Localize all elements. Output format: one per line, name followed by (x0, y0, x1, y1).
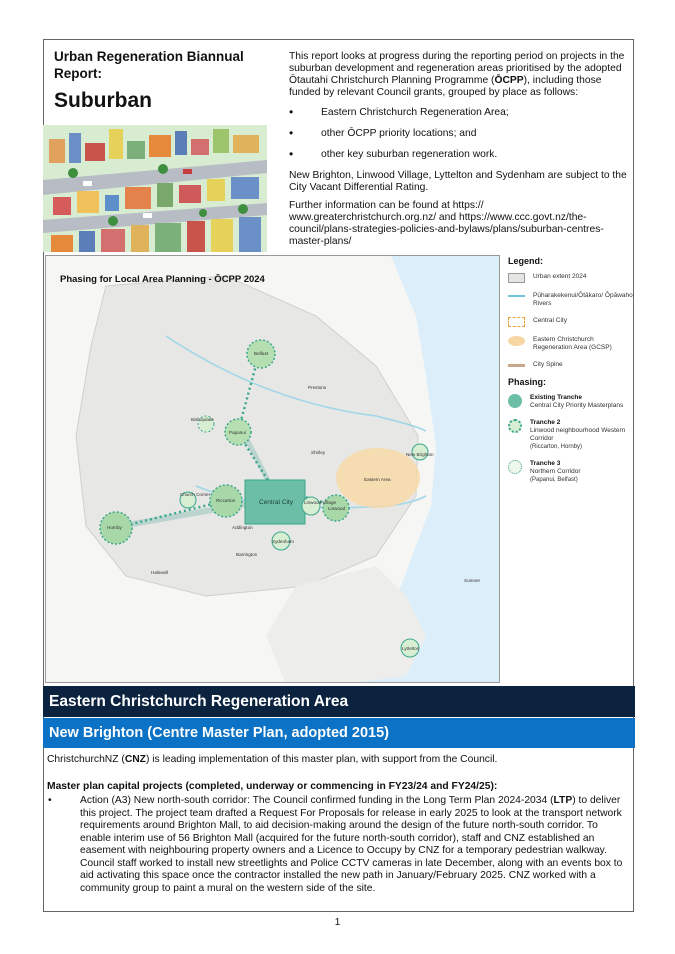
legend-item-eastern: Eastern Christchurch Regeneration Area (GCSP) (508, 336, 633, 352)
map-label-eastern-area: Eastern Area (364, 477, 391, 482)
list-item: • Eastern Christchurch Regeneration Area; (289, 107, 629, 119)
central-city-swatch (508, 317, 525, 327)
legend-item-tranche2: Tranche 2 Linwood neighbourhood Western Corridor (Riccarton, Hornby) (508, 419, 633, 451)
intro-bullet-list (289, 107, 629, 161)
legend-heading: Legend: (508, 256, 543, 266)
map-label-linwood-village: Linwood Village (304, 500, 337, 505)
map-label-addington: Addington (232, 525, 253, 530)
list-item: • other ŌCPP priority locations; and (289, 128, 629, 140)
map-legend (508, 255, 633, 493)
map-title: Phasing for Local Area Planning - ŌCPP 2024 (60, 274, 265, 285)
map-label-prestons: Prestons (308, 385, 327, 390)
tranche-3-swatch (508, 460, 522, 474)
river-swatch (508, 295, 525, 297)
legend-item-tranche3: Tranche 3 Northern Corridor (Papanui, Belfast) (508, 460, 633, 484)
spine-swatch (508, 364, 525, 367)
map-label-sydenham: Sydenham (272, 539, 294, 544)
map-label-bishopdale: Bishopdale (191, 417, 214, 422)
section-heading: Eastern Christchurch Regeneration Area (43, 686, 635, 717)
intro-text (289, 51, 629, 254)
map-label-shirley: Shirley (311, 450, 326, 455)
report-subtitle: Suburban (54, 89, 152, 112)
legend-item-urban: Urban extent 2024 (508, 273, 633, 283)
map-label-belfast: Belfast (254, 351, 269, 356)
map-label-central-city: Central City (259, 499, 293, 506)
lead-agency-paragraph: ChristchurchNZ (CNZ) is leading implementation of this master plan, with support from the Council. (47, 754, 498, 765)
page-number: 1 (334, 917, 341, 928)
subsection-heading: New Brighton (Centre Master Plan, adopted 2015) (43, 718, 635, 748)
eastern-area-swatch (508, 336, 525, 346)
legend-item-rivers: Pūharakekenui/Ōtākaro/ Ōpāwaho Rivers (508, 292, 633, 308)
vacant-differential-note: New Brighton, Linwood Village, Lyttelton and Sydenham are subject to the City Vacant Differential Rating. (289, 170, 627, 193)
map-label-hornby: Hornby (107, 525, 122, 530)
map-label-riccarton: Riccarton (216, 498, 236, 503)
intro-paragraph: This report looks at progress during the reporting period on projects in the suburban development and regeneration areas prioritised by the adopted Ōtautahi Christchurch Planning Programme (ŌCPP), including those funded by relevant Council grants, grouped by place as follows: (289, 51, 625, 98)
list-item: • other key suburban regeneration work. (289, 149, 629, 161)
existing-tranche-swatch (508, 394, 522, 408)
capital-projects-heading: Master plan capital projects (completed, underway or commencing in FY23/24 and FY24/25): (47, 780, 498, 792)
suburban-illustration (43, 125, 267, 252)
phasing-map (45, 255, 500, 683)
report-title: Urban Regeneration Biannual Report: (54, 49, 244, 81)
map-label-new-brighton: New Brighton (406, 452, 434, 457)
map-label-halswell: Halswell (151, 570, 169, 575)
map-label-barrington: Barrington (236, 552, 258, 557)
urban-swatch (508, 273, 525, 283)
list-item: • Action (A3) New north-south corridor: The Council confirmed funding in the Long Term Plan 2024-2034 (LTP) to deliver this project. The project team drafted a Request For Proposals for release in early 2025 to look at the transport network requirements around Brighton Mall, to aid decision-making around the design of the future north-south corridor. To enable interim use of 56 Brighton Mall (acquired for the future north-south corridor), staff and CNZ established an easement with neighbouring property owners and a Licence to Occupy by CNZ for a temporary pedestrian walkway. Council staff worked to install new streetlights and Police CCTV cameras in late December, along with an events box to aid activating this space once the contractor installed the new path in January/February 2025. CNZ worked with a community group to paint a mural on the western side of the site. (47, 795, 631, 895)
section-body (47, 754, 631, 895)
legend-item-central: Central City (508, 317, 633, 327)
map-label-papanui: Papanui (229, 430, 246, 435)
map-label-church-corner: Church Corner (180, 492, 211, 497)
phasing-heading: Phasing: (508, 377, 547, 387)
map-label-lyttelton: Lyttelton (402, 646, 420, 651)
tranche-2-swatch (508, 419, 522, 433)
map-label-sumner: Sumner (464, 578, 481, 583)
map-label-linwood: Linwood (328, 506, 346, 511)
legend-item-spine: City Spine (508, 361, 633, 369)
further-info-link-text: Further information can be found at https:// www.greaterchristchurch.org.nz/ and https://www.ccc.govt.nz/the-council/plans-strategies-policies-and-bylaws/plans/suburban-centres-master-plans/ (289, 200, 604, 247)
legend-item-existing: Existing Tranche Central City Priority Masterplans (508, 394, 633, 410)
